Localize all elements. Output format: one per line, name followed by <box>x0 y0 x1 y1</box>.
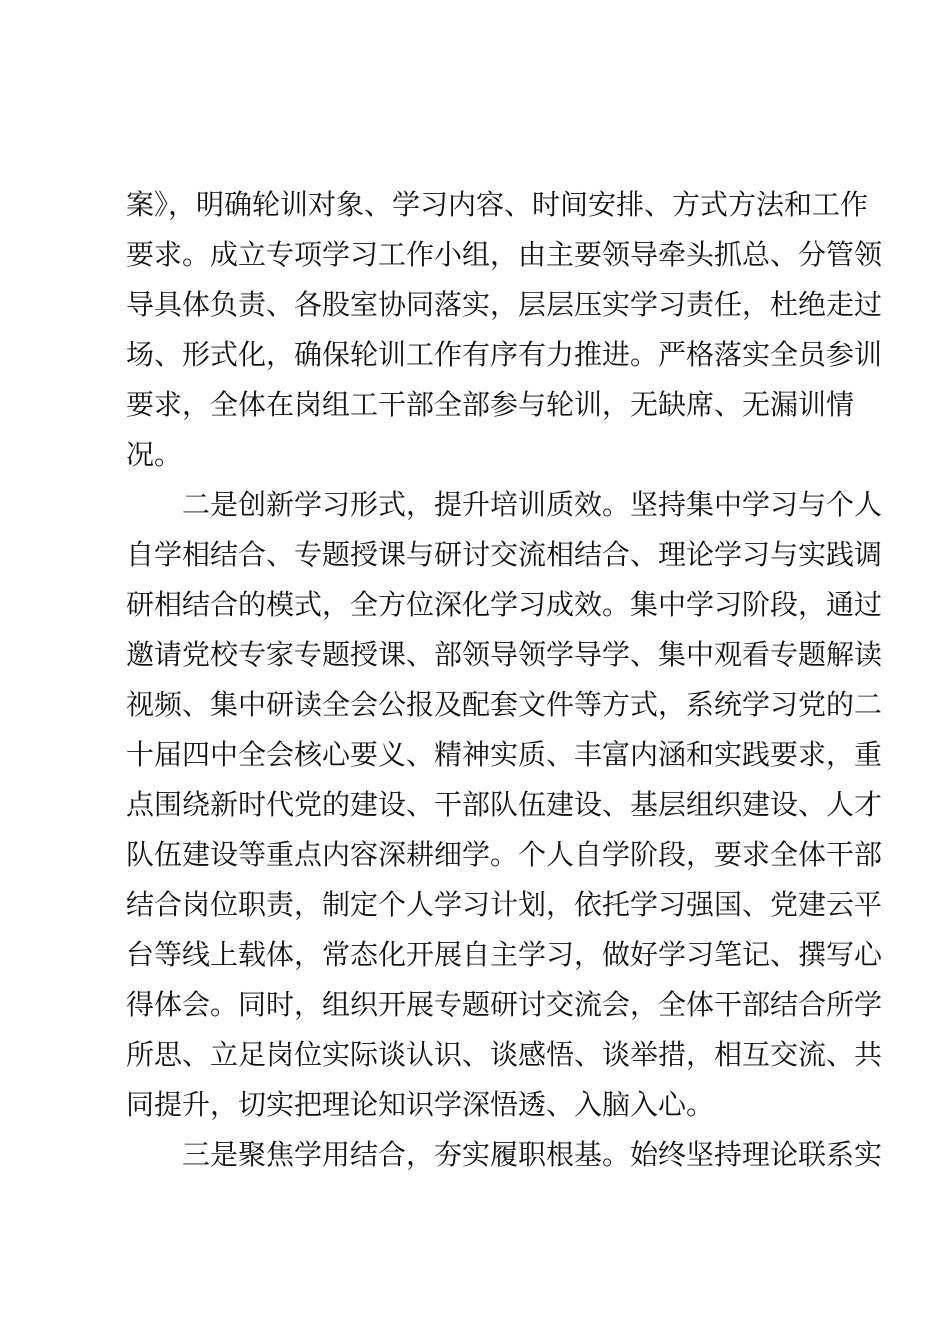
text-line: 所思、立足岗位实际谈认识、谈感悟、谈举措，相互交流、共 <box>126 1038 883 1071</box>
text-line: 台等线上载体，常态化开展自主学习，做好学习笔记、撰写心 <box>126 938 883 971</box>
text-line: 同提升，切实把理论知识学深悟透、入脑入心。 <box>126 1088 715 1121</box>
text-line: 研相结合的模式，全方位深化学习成效。集中学习阶段，通过 <box>126 588 883 621</box>
text-line: 十届四中全会核心要义、精神实质、丰富内涵和实践要求，重 <box>126 738 883 771</box>
text-line: 案》，明确轮训对象、学习内容、时间安排、方式方法和工作 <box>126 188 869 221</box>
paragraph-start-line: 二是创新学习形式，提升培训质效。坚持集中学习与个人 <box>182 488 883 521</box>
text-line: 要求，全体在岗组工干部全部参与轮训，无缺席、无漏训情 <box>126 388 855 421</box>
text-line: 视频、集中研读全会公报及配套文件等方式，系统学习党的二 <box>126 688 883 721</box>
text-line: 队伍建设等重点内容深耕细学。个人自学阶段，要求全体干部 <box>126 838 883 871</box>
body-text <box>126 180 883 1180</box>
text-line: 导具体负责、各股室协同落实，层层压实学习责任，杜绝走过 <box>126 288 883 321</box>
text-line: 要求。成立专项学习工作小组，由主要领导牵头抓总、分管领 <box>126 238 883 271</box>
text-line: 自学相结合、专题授课与研讨交流相结合、理论学习与实践调 <box>126 538 883 571</box>
text-line: 点围绕新时代党的建设、干部队伍建设、基层组织建设、人才 <box>126 788 883 821</box>
paragraph-start-line: 三是聚焦学用结合，夯实履职根基。始终坚持理论联系实 <box>182 1138 883 1171</box>
text-line: 况。 <box>126 438 183 471</box>
text-line: 结合岗位职责，制定个人学习计划，依托学习强国、党建云平 <box>126 888 883 921</box>
text-line: 场、形式化，确保轮训工作有序有力推进。严格落实全员参训 <box>126 338 883 371</box>
text-line: 邀请党校专家专题授课、部领导领学导学、集中观看专题解读 <box>126 638 883 671</box>
text-line: 得体会。同时，组织开展专题研讨交流会，全体干部结合所学 <box>126 988 883 1021</box>
